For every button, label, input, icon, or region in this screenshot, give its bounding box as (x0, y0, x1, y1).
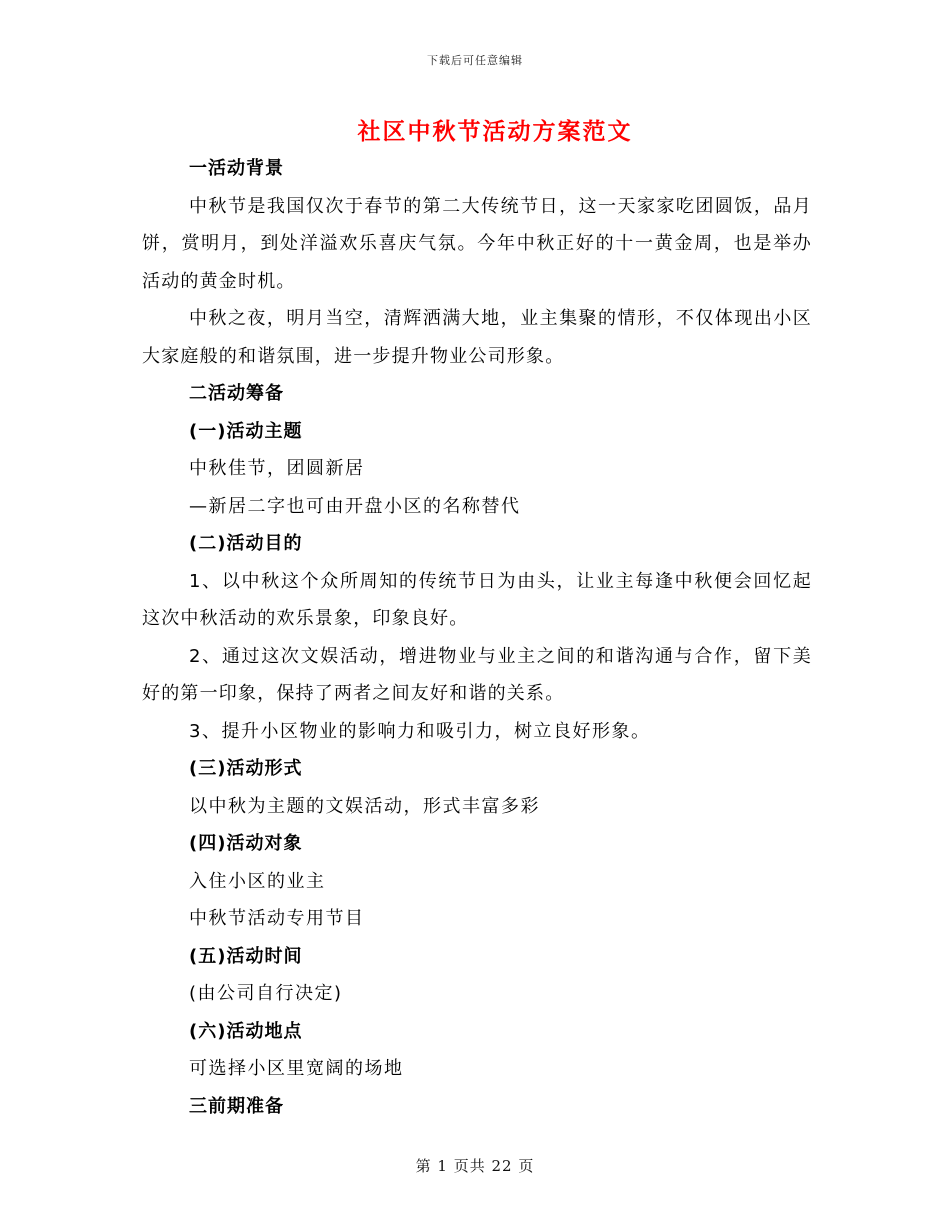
theme-text: 中秋佳节，团圆新居 (189, 458, 365, 479)
audience-program-text: 中秋节活动专用节目 (189, 908, 365, 929)
theme-note: —新居二字也可由开盘小区的名称替代 (189, 495, 521, 517)
document-body (142, 150, 812, 1125)
audience-text: 入住小区的业主 (189, 870, 326, 892)
section-heading-background: 一活动背景 (189, 158, 284, 179)
subheading-place: (六)活动地点 (189, 1020, 303, 1042)
header-note: 下载后可任意编辑 (427, 54, 523, 67)
subheading-time: (五)活动时间 (189, 945, 303, 967)
background-paragraph-1: 中秋节是我国仅次于春节的第二大传统节日，这一天家家吃团圆饭，品月饼，赏明月，到处洋溢欢乐喜庆气氛。今年中秋正好的十一黄金周，也是举办活动的黄金时机。 (142, 195, 812, 292)
subheading-audience: (四)活动对象 (189, 833, 303, 854)
goal-item-1: 1、以中秋这个众所周知的传统节日为由头，让业主每逢中秋便会回忆起这次中秋活动的欢乐景象，印象良好。 (142, 570, 812, 629)
subheading-goals: (二)活动目的 (189, 533, 303, 554)
section-heading-early-preparation: 三前期准备 (189, 1095, 284, 1117)
place-text: 可选择小区里宽阔的场地 (189, 1058, 404, 1079)
subheading-theme: (一)活动主题 (189, 420, 303, 442)
goal-item-3: 3、提升小区物业的影响力和吸引力，树立良好形象。 (189, 720, 651, 742)
document-title: 社区中秋节活动方案范文 (357, 119, 633, 145)
background-paragraph-2: 中秋之夜，明月当空，清辉洒满大地，业主集聚的情形，不仅体现出小区大家庭般的和谐氛围，进一步提升物业公司形象。 (142, 308, 812, 367)
time-text: (由公司自行决定) (189, 983, 343, 1004)
section-heading-preparation: 二活动筹备 (189, 383, 284, 404)
page-number: 第 1 页共 22 页 (415, 1157, 535, 1175)
subheading-form: (三)活动形式 (189, 758, 303, 779)
goal-item-2: 2、通过这次文娱活动，增进物业与业主之间的和谐沟通与合作，留下美好的第一印象，保持了两者之间友好和谐的关系。 (142, 645, 812, 704)
form-text: 以中秋为主题的文娱活动，形式丰富多彩 (189, 795, 540, 817)
